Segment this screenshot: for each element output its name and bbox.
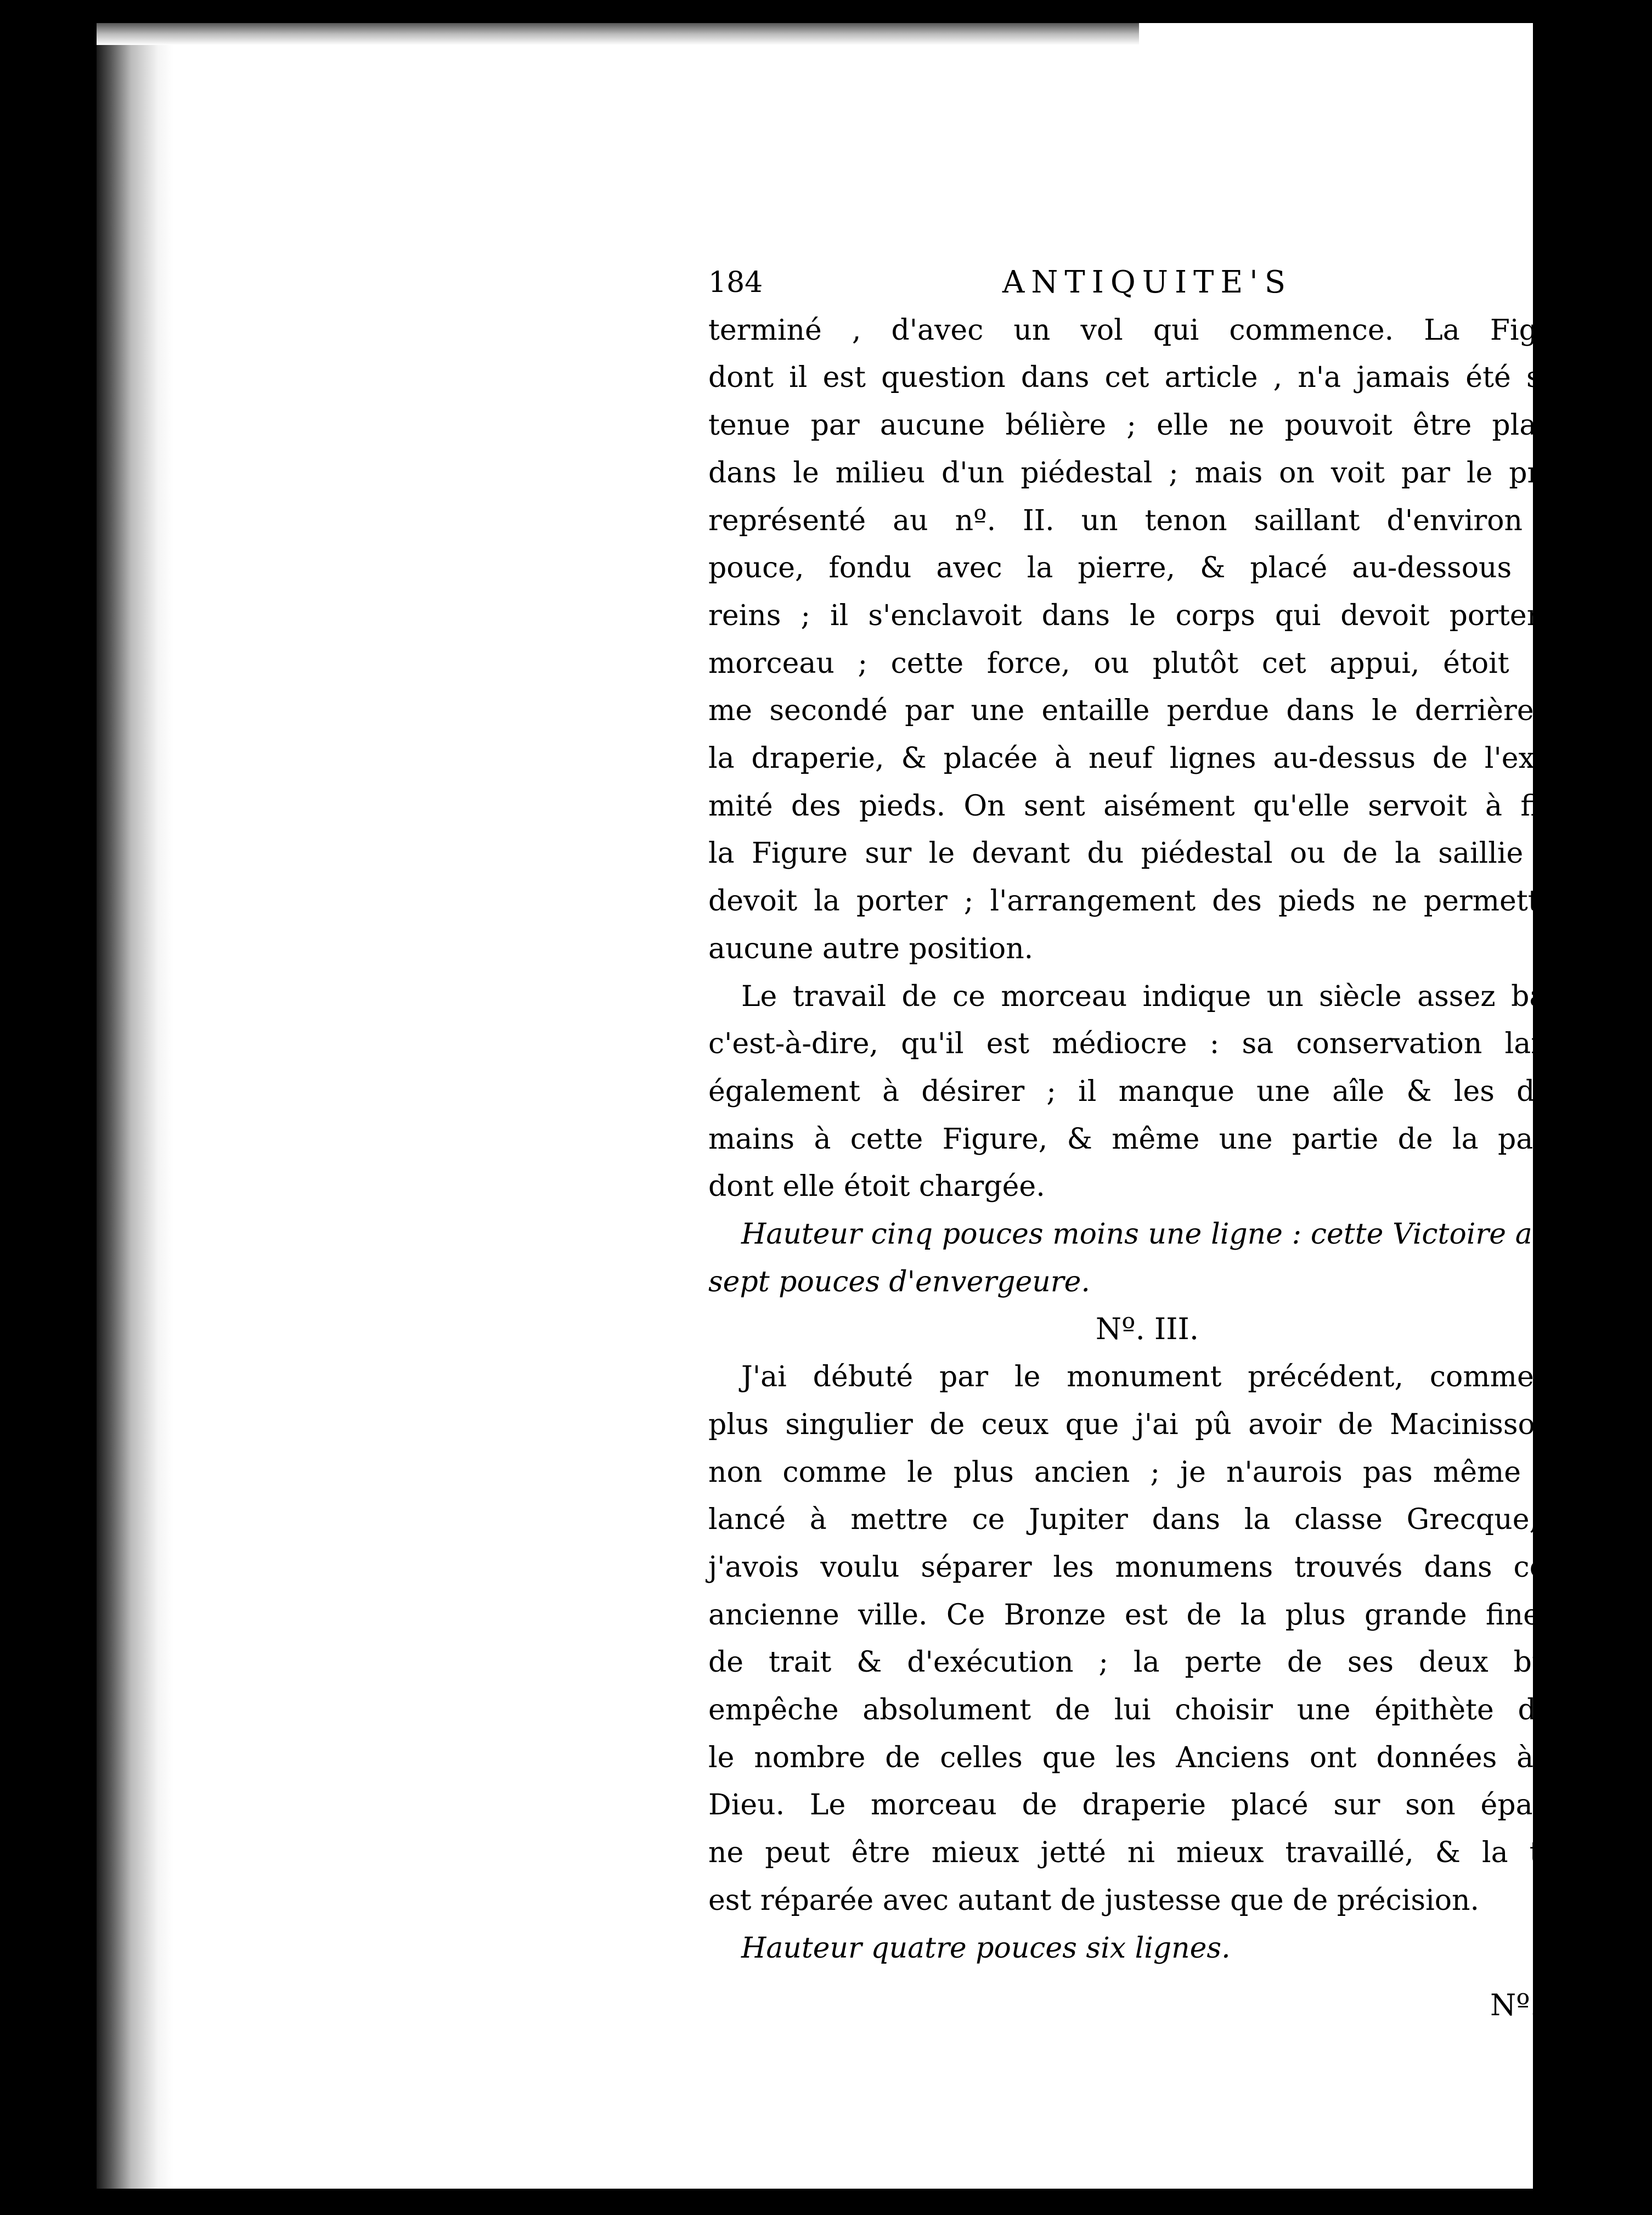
text-line: sept pouces d'envergeure. [708, 1265, 1090, 1298]
text-line: également à désirer ; il manque une aîle & les deux [708, 1075, 1586, 1108]
text-line: dans le milieu d'un piédestal ; mais on voit par le profil [708, 456, 1586, 490]
text-line: Le travail de ce morceau indique un siècle assez bas ; [741, 980, 1586, 1013]
text-line: le nombre de celles que les Anciens ont données à ce [708, 1741, 1586, 1774]
text-line: dont elle étoit chargée. [708, 1170, 1045, 1204]
text-line: c'est-à-dire, qu'il est médiocre : sa conservation laisse [708, 1027, 1586, 1061]
text-line: Dieu. Le morceau de draperie placé sur son épaule, [708, 1789, 1586, 1822]
text-line: dont il est question dans cet article , n'a jamais été sou- [708, 361, 1586, 395]
page-top-shadow [97, 23, 1139, 45]
text-block [708, 259, 1586, 2030]
text-line: terminé , d'avec un vol qui commence. La Figure [708, 313, 1586, 347]
text-line: aucune autre position. [708, 932, 1034, 965]
text-line: mains à cette Figure, & même une partie de la palme [708, 1122, 1586, 1156]
text-line: de trait & d'exécution ; la perte de ses deux bras, [708, 1646, 1586, 1679]
text-line: morceau ; cette force, ou plutôt cet appui, étoit mê- [708, 646, 1586, 680]
text-line: représenté au nº. II. un tenon saillant d'environ un [708, 504, 1586, 537]
section-heading-iv: Nº. IV. [1490, 1988, 1586, 2023]
running-title: ANTIQUITE'S [1002, 265, 1293, 300]
text-line: mité des pieds. On sent aisément qu'elle servoit à fixer [708, 789, 1586, 823]
paragraph-2 [708, 973, 1586, 1211]
text-line: plus singulier de ceux que j'ai pû avoir de Macinisso, & [708, 1408, 1586, 1441]
page-header [708, 259, 1586, 307]
text-line: lancé à mettre ce Jupiter dans la classe Grecque, si [708, 1503, 1586, 1537]
text-line: ancienne ville. Ce Bronze est de la plus grande finesse [708, 1598, 1586, 1632]
book-page [97, 23, 1586, 2189]
text-line: pouce, fondu avec la pierre, & placé au-dessous des [708, 552, 1586, 585]
text-line: ne peut être mieux jetté ni mieux travaillé, & la tête [708, 1836, 1586, 1870]
section-heading-iii: Nº. III. [1095, 1312, 1199, 1347]
text-line: tenue par aucune bélière ; elle ne pouvoit être placée [708, 409, 1586, 442]
page-number: 184 [708, 266, 763, 299]
text-line: me secondé par une entaille perdue dans le derrière de [708, 694, 1586, 728]
text-line: non comme le plus ancien ; je n'aurois pas même ba- [708, 1455, 1586, 1489]
page-gutter-shadow [97, 23, 173, 2189]
text-line: J'ai débuté par le monument précédent, comme le [741, 1361, 1586, 1394]
text-line: reins ; il s'enclavoit dans le corps qui devoit porter le [708, 599, 1586, 632]
paragraph-3 [708, 1353, 1586, 1924]
text-line: Hauteur cinq pouces moins une ligne : cette Victoire avoit [741, 1218, 1586, 1251]
text-line: empêche absolument de lui choisir une épithète dans [708, 1694, 1586, 1727]
text-line: la draperie, & placée à neuf lignes au-dessus de l'extré- [708, 742, 1586, 775]
measurement-note-2: Hauteur quatre pouces six lignes. [741, 1931, 1231, 1965]
measurement-note-1 [708, 1211, 1586, 1306]
text-line: devoit la porter ; l'arrangement des pieds ne permettant [708, 885, 1586, 918]
paragraph-1 [708, 307, 1586, 973]
text-line: la Figure sur le devant du piédestal ou de la saillie qui [708, 837, 1586, 870]
text-line: est réparée avec autant de justesse que de précision. [708, 1884, 1480, 1917]
text-line: j'avois voulu séparer les monumens trouvés dans cette [708, 1550, 1586, 1584]
